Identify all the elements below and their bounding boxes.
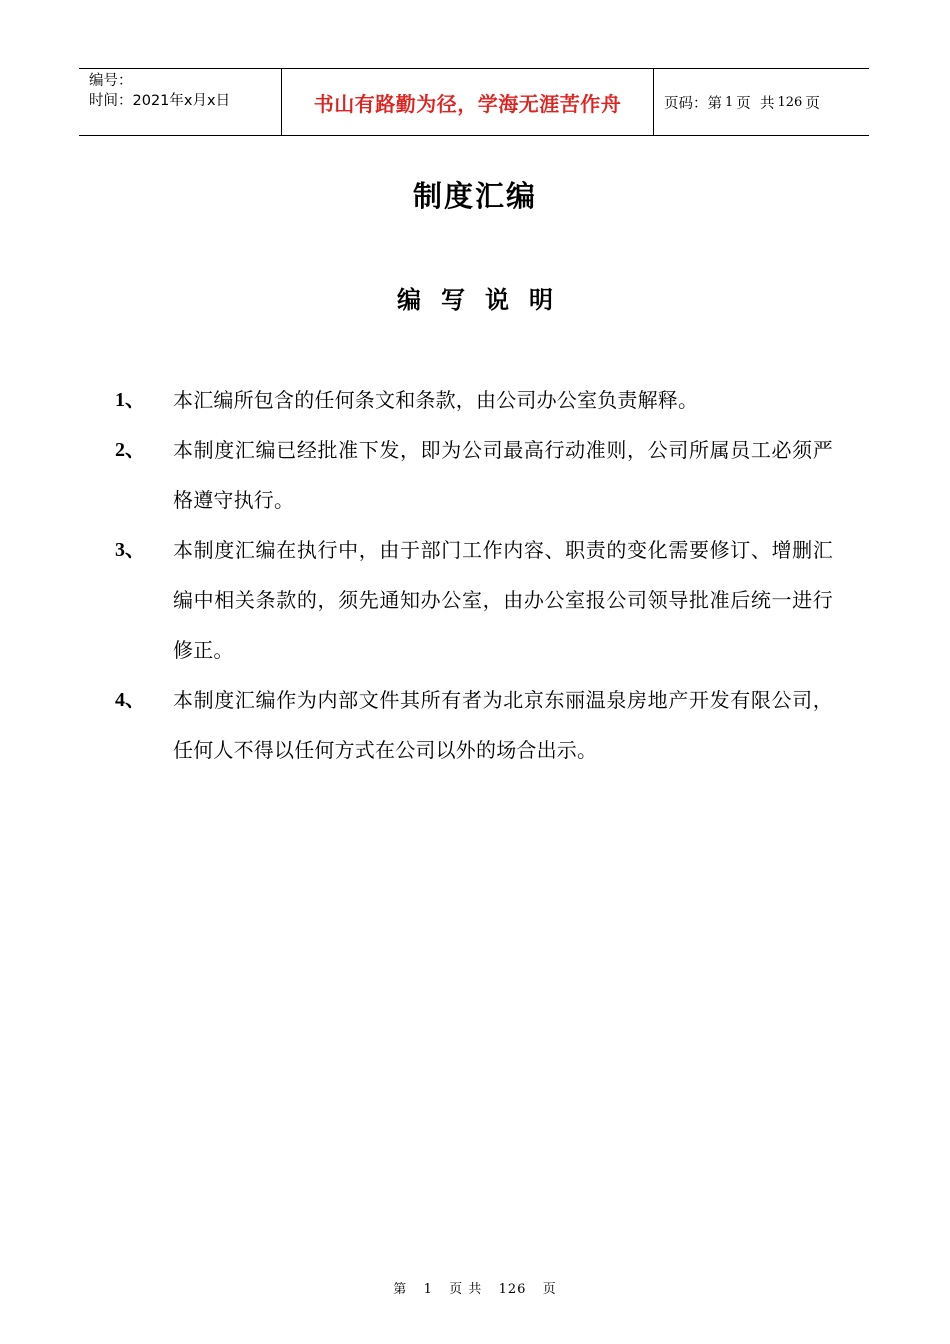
page-footer [0,1278,950,1297]
header-meta [79,69,281,135]
document-title: 制度汇编 [412,179,537,213]
header-page-info [654,69,869,135]
notes-list [115,375,855,775]
list-item [115,375,855,425]
page-total: 126 [777,94,803,110]
note-index: 3、 [115,539,145,561]
header-motto: 书山有路勤为径，学海无涯苦作舟 [281,69,654,135]
list-item [115,425,855,525]
note-index: 1、 [115,389,145,411]
footer-suffix: 页 [542,1282,557,1297]
note-text: 本制度汇编作为内部文件其所有者为北京东丽温泉房地产开发有限公司，任何人不得以任何方式在公司以外的场合出示。 [173,688,833,762]
page-mid: 页 共 [736,95,775,112]
page-current: 1 [725,94,734,110]
note-index: 4、 [115,689,145,711]
page-header [79,68,869,136]
footer-mid: 页 共 [449,1282,483,1297]
note-index: 2、 [115,439,145,461]
footer-prefix: 第 [393,1282,408,1297]
time-label: 时间：2021年x月x日 [89,93,231,109]
note-text: 本汇编所包含的任何条文和条款，由公司办公室负责解释。 [173,388,699,412]
footer-current: 1 [423,1282,433,1297]
note-text: 本制度汇编在执行中，由于部门工作内容、职责的变化需要修订、增删汇编中相关条款的，须先通知办公室，由办公室报公司领导批准后统一进行修正。 [173,538,833,662]
note-text: 本制度汇编已经批准下发，即为公司最高行动准则，公司所属员工必须严格遵守执行。 [173,438,833,512]
list-item [115,675,855,775]
footer-total: 126 [498,1282,527,1297]
page-prefix: 页码：第 [664,95,722,112]
number-label: 编号： [89,73,133,89]
page-suffix: 页 [805,95,820,112]
document-subtitle: 编写说明 [397,286,573,314]
list-item [115,525,855,675]
